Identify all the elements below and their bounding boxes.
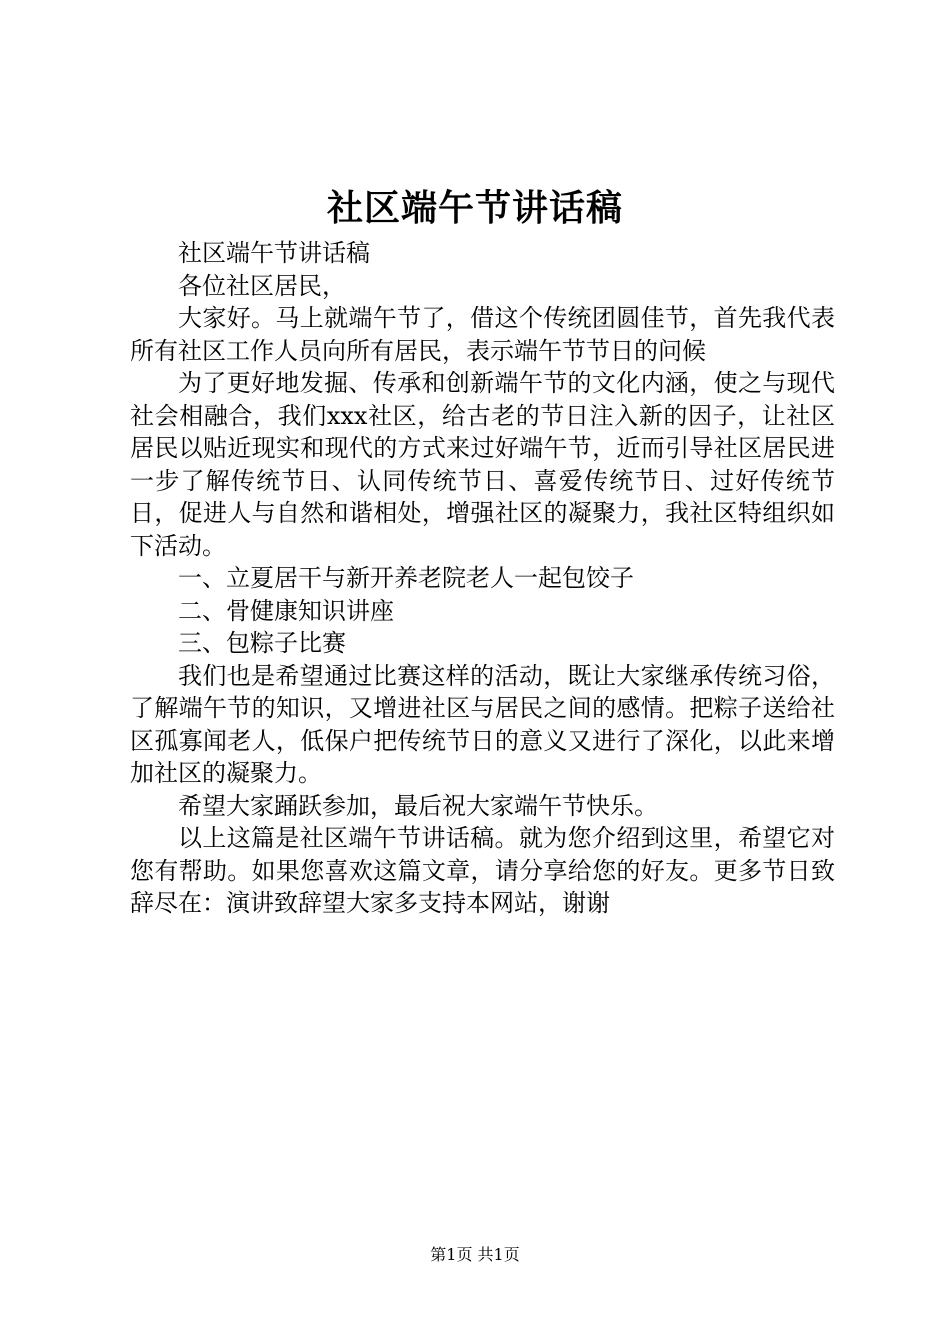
page-title: 社区端午节讲话稿: [326, 187, 623, 229]
paragraph-purpose: 为了更好地发掘、传承和创新端午节的文化内涵，使之与现代社会相融合，我们xxx社区，给古老的节日注入新的因子，让社区居民以贴近现实和现代的方式来过好端午节，近而引导社区居民进一步了解传统节日、认同传统节日、喜爱传统节日、过好传统节日，促进人与自然和谐相处，增强社区的凝聚力，我社区特组织如下活动。: [130, 369, 835, 560]
activity-item-2: 二、骨健康知识讲座: [178, 596, 394, 625]
page-footer: 第1页 共1页: [430, 1245, 520, 1264]
activity-item-3: 三、包粽子比赛: [178, 629, 346, 657]
paragraph-greeting: 大家好。马上就端午节了，借这个传统团圆佳节，首先我代表所有社区工作人员向所有居民，表示端午节节日的问候: [130, 304, 835, 365]
paragraph-closing: 希望大家踊跃参加，最后祝大家端午节快乐。: [178, 791, 658, 820]
paragraph-goal: 我们也是希望通过比赛这样的活动，既让大家继承传统习俗，了解端午节的知识，又增进社区与居民之间的感情。把粽子送给社区孤寡闻老人，低保户把传统节日的意义又进行了深化，以此来增加社区的凝聚力。: [130, 661, 835, 787]
document-body: [130, 237, 835, 920]
paragraph-salutation: 各位社区居民，: [178, 271, 346, 300]
activity-item-1: 一、立夏居干与新开养老院老人一起包饺子: [178, 564, 634, 592]
paragraph-afterword: 以上这篇是社区端午节讲话稿。就为您介绍到这里，希望它对您有帮助。如果您喜欢这篇文章，请分享给您的好友。更多节日致辞尽在：演讲致辞望大家多支持本网站，谢谢: [130, 824, 835, 917]
paragraph-heading: 社区端午节讲话稿: [178, 239, 370, 267]
